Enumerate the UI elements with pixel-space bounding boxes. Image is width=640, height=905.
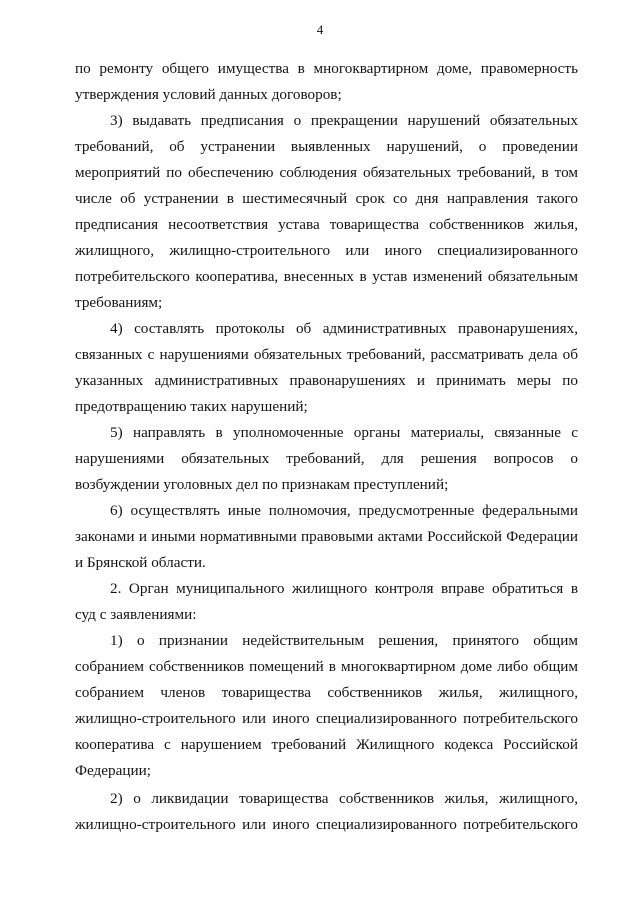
text-line: 2) о ликвидации товарищества собственников жилья, жилищного, bbox=[110, 790, 578, 807]
text-line: предотвращению таких нарушений; bbox=[75, 398, 308, 415]
text-line: и Брянской области. bbox=[75, 554, 206, 571]
page-number: 4 bbox=[316, 22, 324, 37]
text-line: 4) составлять протоколы об административных правонарушениях, bbox=[110, 320, 578, 337]
text-line: требований, об устранении выявленных нарушений, о проведении bbox=[75, 138, 578, 155]
text-line: собранием членов товарищества собственников жилья, жилищного, bbox=[75, 684, 578, 701]
text-line: жилищного, жилищно-строительного или иного специализированного bbox=[75, 242, 578, 259]
text-line: жилищно-строительного или иного специализированного потребительского bbox=[75, 710, 578, 727]
text-line: числе об устранении в шестимесячный срок со дня направления такого bbox=[75, 190, 578, 207]
text-line: 2. Орган муниципального жилищного контроля вправе обратиться в bbox=[110, 580, 578, 597]
text-line: 3) выдавать предписания о прекращении нарушений обязательных bbox=[110, 112, 578, 129]
text-line: по ремонту общего имущества в многоквартирном доме, правомерность bbox=[75, 60, 578, 77]
text-line: утверждения условий данных договоров; bbox=[75, 86, 342, 103]
text-line: Федерации; bbox=[75, 762, 151, 779]
text-line: указанных административных правонарушениях и принимать меры по bbox=[75, 372, 578, 389]
text-line: 1) о признании недействительным решения, принятого общим bbox=[110, 632, 578, 649]
text-line: 6) осуществлять иные полномочия, предусмотренные федеральными bbox=[110, 502, 578, 519]
text-line: возбуждении уголовных дел по признакам преступлений; bbox=[75, 476, 449, 493]
text-line: предписания несоответствия устава товарищества собственников жилья, bbox=[75, 216, 578, 233]
text-line: нарушениями обязательных требований, для решения вопросов о bbox=[75, 450, 578, 467]
text-line: 5) направлять в уполномоченные органы материалы, связанные с bbox=[110, 424, 578, 441]
text-line: собранием собственников помещений в многоквартирном доме либо общим bbox=[75, 658, 578, 675]
text-line: потребительского кооператива, внесенных в устав изменений обязательным bbox=[75, 268, 578, 285]
text-line: кооператива с нарушением требований Жилищного кодекса Российской bbox=[75, 736, 578, 753]
text-line: законами и иными нормативными правовыми актами Российской Федерации bbox=[75, 528, 578, 545]
text-line: суд с заявлениями: bbox=[75, 606, 197, 623]
text-line: связанных с нарушениями обязательных требований, рассматривать дела об bbox=[75, 346, 578, 363]
text-line: жилищно-строительного или иного специализированного потребительского bbox=[75, 816, 578, 833]
text-line: требованиям; bbox=[75, 294, 163, 311]
text-line: мероприятий по обеспечению соблюдения обязательных требований, в том bbox=[75, 164, 578, 181]
